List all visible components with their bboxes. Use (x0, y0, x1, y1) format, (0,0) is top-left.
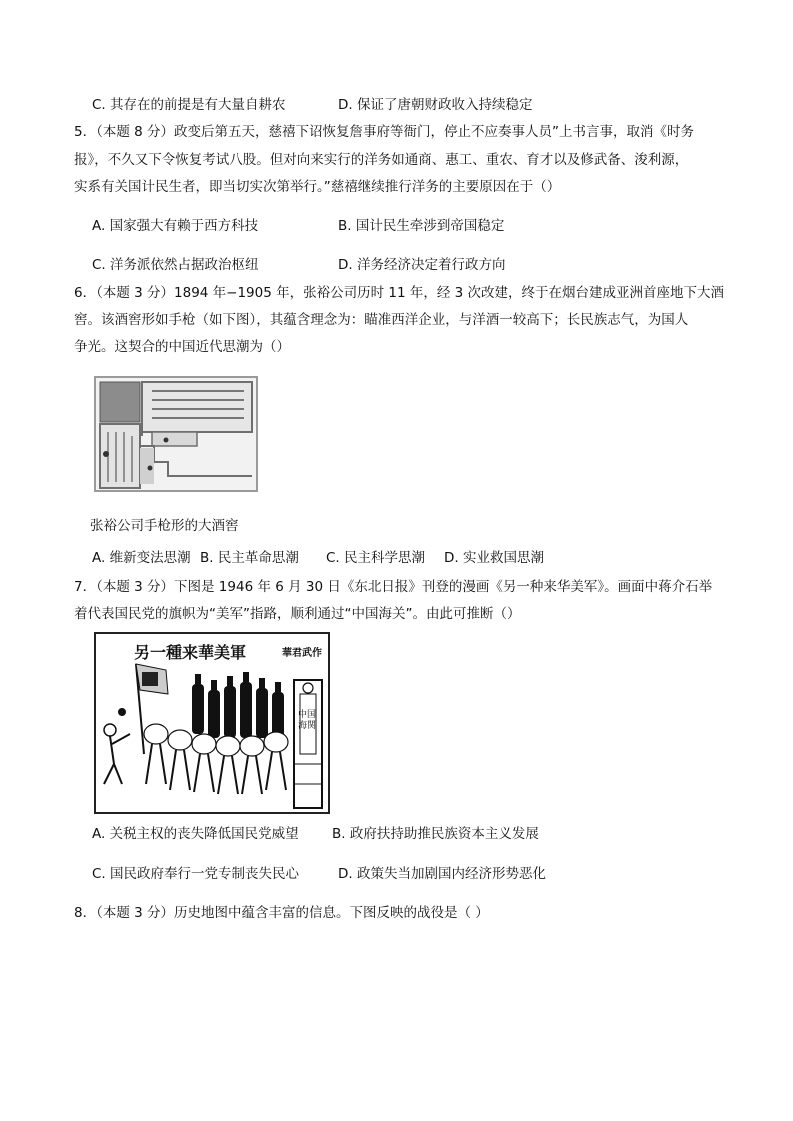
q6-figure-caption: 张裕公司手枪形的大酒窖 (90, 518, 239, 534)
q5-option-d: D. 洋务经济决定着行政方向 (338, 257, 506, 273)
q5-option-c: C. 洋务派依然占据政治枢纽 (92, 257, 259, 273)
q7-option-b: B. 政府扶持助推民族资本主义发展 (332, 826, 539, 842)
q5-option-a: A. 国家强大有赖于西方科技 (92, 218, 259, 234)
q6-option-b: B. 民主革命思潮 (200, 550, 299, 566)
pistol-cellar-figure (94, 376, 258, 492)
cartoon-drawing (96, 634, 328, 812)
q5-stem-line1: 5．（本题 8 分）政变后第五天，慈禧下诏恢复詹事府等衙门，停止不应奏事人员”上书言事，取消《时务 (74, 124, 695, 140)
q5-stem-line2: 报》，不久又下令恢复考试八股。但对向来实行的洋务如通商、惠工、重农、育才以及修武备、浚利源， (74, 152, 689, 168)
q7-option-d: D. 政策失当加剧国内经济形势恶化 (338, 866, 546, 882)
cartoon-title: 另一種来華美軍 (134, 643, 247, 662)
q7-stem-line1: 7．（本题 3 分）下图是 1946 年 6 月 30 日《东北日报》刊登的漫画《另一种来华美军》。画面中蒋介石举 (74, 579, 713, 595)
q4-option-c: C. 其存在的前提是有大量自耕农 (92, 97, 286, 113)
q7-option-c: C. 国民政府奉行一党专制丧失民心 (92, 866, 300, 882)
q5-option-b: B. 国计民生牵涉到帝国稳定 (338, 218, 505, 234)
q7-option-a: A. 关税主权的丧失降低国民党威望 (92, 826, 299, 842)
q6-option-a: A. 维新变法思潮 (92, 550, 191, 566)
q5-stem-line3: 实系有关国计民生者，即当切实次第举行。”慈禧继续推行洋务的主要原因在于（） (74, 179, 561, 195)
q6-stem-line1: 6．（本题 3 分）1894 年−1905 年，张裕公司历时 11 年，经 3 次改建，终于在烟台建成亚洲首座地下大酒 (74, 285, 725, 301)
q6-option-c: C. 民主科学思潮 (326, 550, 426, 566)
q6-stem-line2: 窖。该酒窖形如手枪（如下图），其蕴含理念为：瞄准西洋企业，与洋酒一较高下；长民族志气，为国人 (74, 312, 689, 328)
q6-stem-line3: 争光。这契合的中国近代思潮为（） (74, 339, 290, 355)
cartoon-figure (94, 632, 330, 814)
q4-option-d: D. 保证了唐朝财政收入持续稳定 (338, 97, 533, 113)
pistol-cellar-plan-image (94, 376, 258, 492)
customs-sign-text: 中国海関 (297, 710, 316, 731)
q8-stem-line1: 8．（本题 3 分）历史地图中蕴含丰富的信息。下图反映的战役是（ ） (74, 905, 489, 921)
cartoon-author: 華君武作 (282, 648, 322, 659)
q6-option-d: D. 实业救国思潮 (444, 550, 544, 566)
q7-stem-line2: 着代表国民党的旗帜为“美军”指路，顺利通过“中国海关”。由此可推断（） (74, 606, 521, 622)
